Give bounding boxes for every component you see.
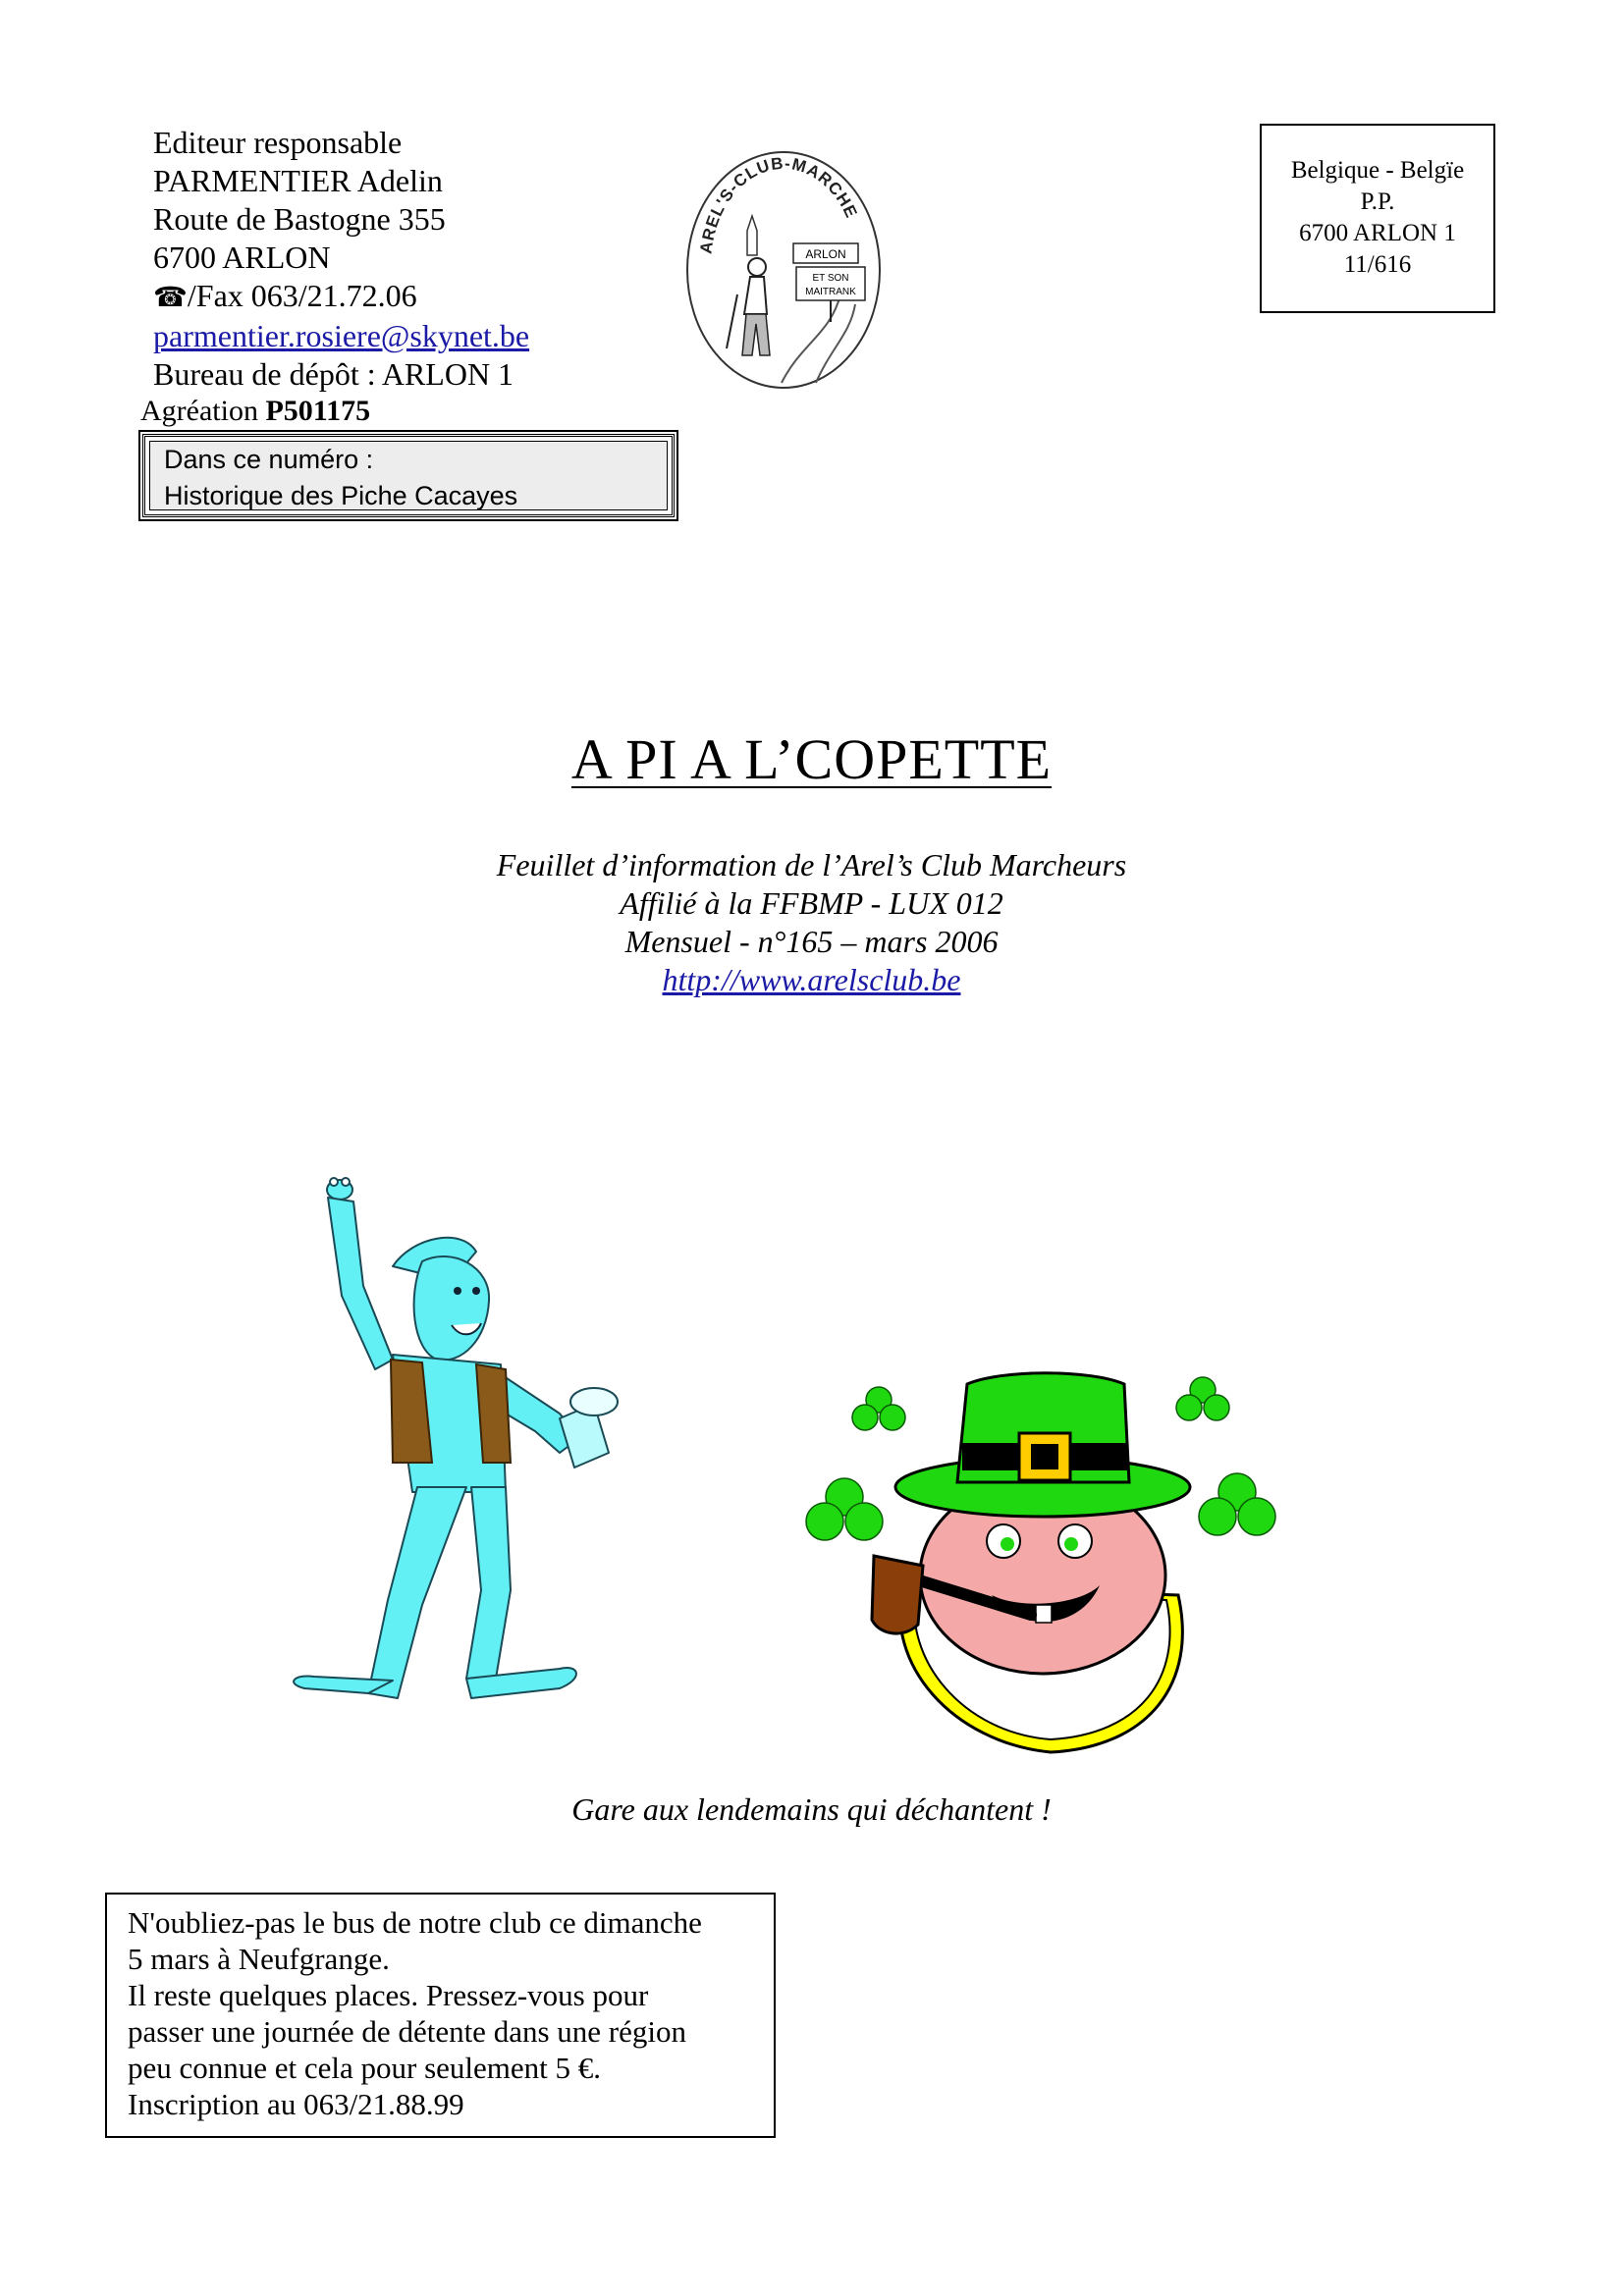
club-logo	[683, 147, 885, 393]
subtitle-line-2: Affilié à la FFBMP - LUX 012	[620, 885, 1003, 921]
bus-trip-notice	[105, 1893, 776, 2138]
publisher-name: PARMENTIER Adelin	[153, 163, 443, 198]
notice-line-6: Inscription au 063/21.88.99	[128, 2087, 464, 2121]
notice-line-3: Il reste quelques places. Pressez-vous pour	[128, 1978, 649, 2012]
newsletter-title-text: A PI A L’COPETTE	[570, 727, 1053, 791]
publisher-phone: /Fax 063/21.72.06	[187, 278, 417, 313]
publisher-city: 6700 ARLON	[153, 240, 331, 275]
agreation	[140, 395, 370, 428]
website-link[interactable]: http://www.arelsclub.be	[662, 962, 961, 997]
newsletter-subtitle	[0, 846, 1623, 999]
agreation-label: Agréation	[140, 395, 258, 427]
postage-number: 11/616	[1343, 251, 1412, 278]
postage-box	[1260, 124, 1495, 313]
postage-pp: P.P.	[1360, 188, 1395, 215]
logo-sign-arlon: ARLON	[805, 247, 846, 261]
logo-sign-line1: ET SON	[812, 273, 849, 284]
telephone-icon: ☎	[153, 283, 188, 313]
issue-contents-heading: Dans ce numéro :	[164, 445, 374, 474]
publisher-bureau: Bureau de dépôt : ARLON 1	[153, 356, 514, 392]
issue-contents-box	[142, 434, 675, 517]
illustration-caption: Gare aux lendemains qui déchantent !	[571, 1791, 1052, 1827]
agreation-number: P501175	[265, 395, 371, 427]
leprechaun-illustration	[785, 1369, 1306, 1762]
notice-line-5: peu connue et cela pour seulement 5 €.	[128, 2051, 602, 2085]
notice-line-2: 5 mars à Neufgrange.	[128, 1942, 390, 1976]
issue-contents-item: Historique des Piche Cacayes	[164, 481, 518, 510]
logo-sign-line2: MAITRANK	[805, 287, 856, 297]
publisher-street: Route de Bastogne 355	[153, 201, 446, 237]
subtitle-line-1: Feuillet d’information de l’Arel’s Club Marcheurs	[496, 847, 1127, 882]
elf-drinking-illustration	[265, 1168, 727, 1708]
newsletter-title	[0, 726, 1623, 792]
publisher-heading: Editeur responsable	[153, 125, 403, 160]
subtitle-line-3: Mensuel - n°165 – mars 2006	[624, 924, 999, 959]
postage-country: Belgique - Belgïe	[1290, 157, 1465, 184]
publisher-email-link[interactable]: parmentier.rosiere@skynet.be	[153, 318, 530, 353]
logo-arc-text: AREL'S-CLUB-MARCHE	[696, 153, 861, 255]
notice-line-1: N'oubliez-pas le bus de notre club ce dimanche	[128, 1905, 702, 1940]
publisher-phone-line	[153, 277, 529, 317]
svg-text:AREL'S-CLUB-MARCHE	[696, 154, 861, 255]
postage-office: 6700 ARLON 1	[1299, 220, 1456, 246]
notice-line-4: passer une journée de détente dans une région	[128, 2014, 686, 2049]
publisher-block	[153, 124, 529, 394]
